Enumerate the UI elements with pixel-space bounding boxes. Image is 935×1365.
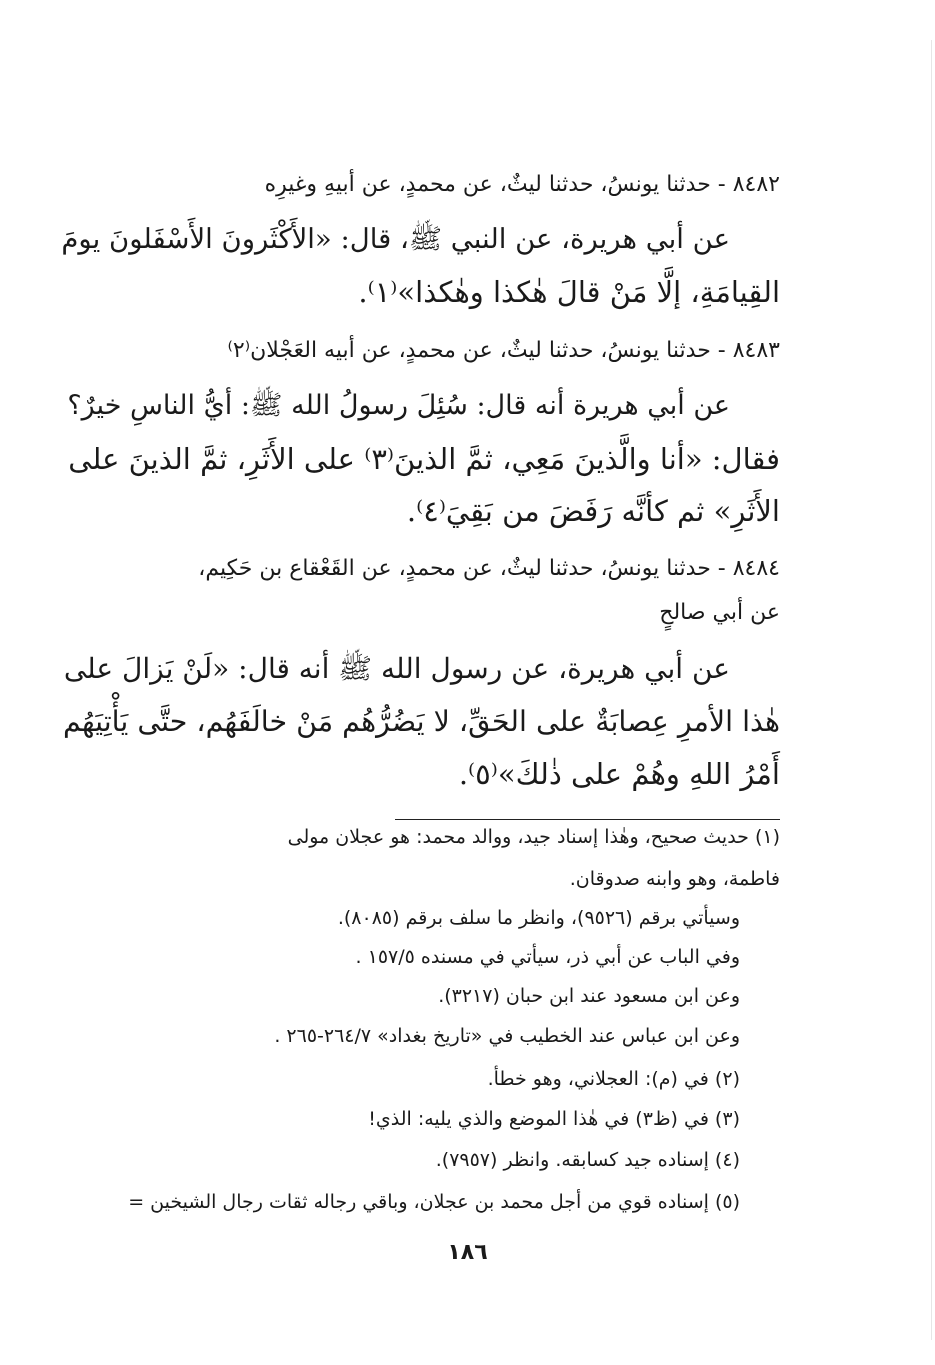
hadith-matn-line: فقال: «أنا والَّذينَ مَعِي، ثمَّ الذينَ⁽٣⁾ على الأَثَرِ، ثمَّ الذينَ على <box>68 442 780 476</box>
footnote-line: وعن ابن عباس عند الخطيب في «تاريخ بغداد» ٢٦٤/٧-٢٦٥ . <box>274 1025 740 1047</box>
hadith-isnad: ٨٤٨٣ - حدثنا يونسُ، حدثنا ليثٌ، عن محمدٍ، عن أبيه العَجْلان⁽٢⁾ <box>227 338 780 363</box>
hadith-matn-line: عن أبي هريرة، عن رسول الله ﷺ أنه قال: «لَنْ يَزالَ على <box>63 652 730 685</box>
footnote-line: (٣) في (ظ٣) في هٰذا الموضع والذي يليه: الذي! <box>368 1108 740 1130</box>
hadith-matn-line: القِيامَةِ، إلَّا مَنْ قالَ هٰكذا وهٰكذا»⁽١⁾. <box>358 275 780 309</box>
footnote-divider <box>395 819 780 820</box>
hadith-matn-line: عن أبي هريرة أنه قال: سُئِلَ رسولُ الله ﷺ: أيُّ الناسِ خيرٌ؟ <box>67 390 730 421</box>
footnote-line: (٥) إسناده قوي من أجل محمد بن عجلان، وباقي رجاله ثقات رجال الشيخين = <box>128 1191 740 1213</box>
hadith-matn-line: هٰذا الأمرِ عِصابَةٌ على الحَقِّ، لا يَضُرُّهُم مَنْ خالَفَهُم، حتَّى يَأْتِيَهُم <box>63 705 780 738</box>
hadith-matn-line: أَمْرُ اللهِ وهُمْ على ذٰلكَ»⁽٥⁾. <box>458 757 780 791</box>
hadith-matn-line: عن أبي هريرة، عن النبي ﷺ، قال: «الأَكْثَرونَ الأَسْفَلونَ يومَ <box>61 223 730 255</box>
hadith-isnad: ٨٤٨٢ - حدثنا يونسُ، حدثنا ليثٌ، عن محمدٍ، عن أبيهِ وغيرِه <box>264 172 780 197</box>
footnote-line: وسيأتي برقم (٩٥٢٦)، وانظر ما سلف برقم (٨٠٨٥). <box>337 907 740 929</box>
hadith-isnad: ٨٤٨٤ - حدثنا يونسُ، حدثنا ليثٌ، عن محمدٍ، عن القَعْقاع بن حَكِيم، <box>198 556 780 581</box>
footnote-line: فاطمة، وهو وابنه صدوقان. <box>569 868 780 890</box>
footnote-line: وعن ابن مسعود عند ابن حبان (٣٢١٧). <box>438 985 740 1007</box>
footnote-line: (٤) إسناده جيد كسابقه. وانظر (٧٩٥٧). <box>435 1149 740 1171</box>
footnote-line: (٢) في (م): العجلاني، وهو خطأ. <box>487 1068 740 1090</box>
footnote-line: وفي الباب عن أبي ذر، سيأتي في مسنده ١٥٧/٥ . <box>355 946 740 968</box>
footnote-line: (١) حديث صحيح، وهٰذا إسناد جيد، ووالد محمد: هو عجلان مولى <box>287 826 780 848</box>
page-edge <box>931 40 932 1340</box>
page-number: ١٨٦ <box>447 1240 488 1265</box>
hadith-isnad: عن أبي صالحٍ <box>659 600 780 625</box>
hadith-matn-line: الأَثَرِ» ثم كأنَّه رَفَضَ من بَقِيَ⁽٤⁾. <box>406 494 780 528</box>
